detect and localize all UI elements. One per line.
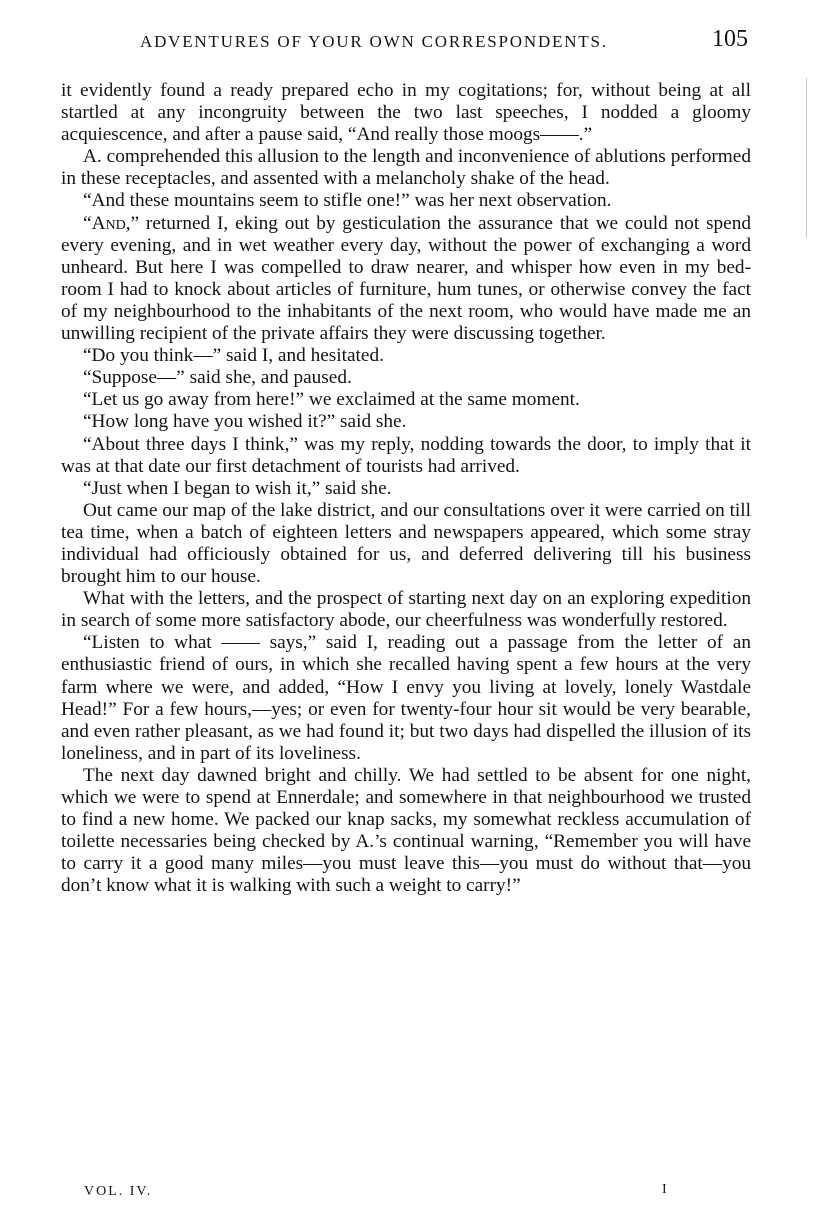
paragraph: “Let us go away from here!” we exclaimed at the same moment. (83, 389, 580, 411)
paragraph: “Listen to what —— says,” said I, reading out a passage from the letter of an enthusiastic friend of ours, in which she recalled having spent a few hours at the very farm where we were, and added, “How I envy you living at lovely, lonely Wastdale Head!” For a few hours,—yes; or even for twenty-four hour sit would be very bearable, and even rather pleasant, as we had found it; but two days had dispelled the illusion of its loneliness, and in part of its loveliness. (61, 632, 751, 764)
page-edge-line (806, 78, 807, 238)
page-number: 105 (712, 26, 748, 52)
body-text (61, 80, 751, 897)
paragraph: “About three days I think,” was my reply, nodding towards the door, to imply that it was at that date our first detachment of tourists had arrived. (61, 433, 751, 477)
paragraph: The next day dawned bright and chilly. We had settled to be absent for one night, which we were to spend at Ennerdale; and somewhere in that neighbourhood we trusted to find a new home. We packed our knap sacks, my somewhat reckless accumulation of toilette necessaries being checked by A.’s continual warning, “Remember you will have to carry it a good many miles—you must leave this—you must do without that—you don’t know what it is walking with such a weight to carry!” (61, 764, 751, 897)
paragraph-rest: ,” returned I, eking out by gesticulation the assurance that we could not spend every evening, and in wet weather every day, without the power of exchanging a word unheard. But here I was compelled to draw nearer, and whisper how even in my bed-room I had to knock about articles of furniture, hum tunes, or otherwise convey the fact of my neighbourhood to the inhabitants of the next room, who would have made me an unwilling recipient of the private affairs they were discussing together. (61, 212, 751, 345)
paragraph (61, 213, 751, 346)
paragraph: “Suppose—” said she, and paused. (83, 367, 352, 389)
paragraph: it evidently found a ready prepared echo in my cogitations; for, without being at all startled at any incongruity between the two last speeches, I nodded a gloomy acquiescence, and after a pause said, “And really those moogs——.” (61, 80, 751, 146)
opening-quote: “ (83, 212, 92, 234)
volume-marker: VOL. IV. (84, 1184, 153, 1199)
paragraph: “Just when I began to wish it,” said she. (83, 477, 392, 499)
paragraph: “And these mountains seem to stifle one!” was her next observation. (83, 190, 612, 212)
small-caps-word: And (91, 212, 126, 234)
paragraph: “How long have you wished it?” said she. (83, 411, 407, 433)
paragraph: “Do you think—” said I, and hesitated. (83, 345, 384, 367)
signature-mark: I (662, 1182, 667, 1197)
running-title: ADVENTURES OF YOUR OWN CORRESPONDENTS. (140, 32, 608, 51)
paragraph: A. comprehended this allusion to the length and inconvenience of ablutions performed in these receptacles, and assented with a melancholy shake of the head. (61, 146, 751, 190)
paragraph: Out came our map of the lake district, and our consultations over it were carried on till tea time, when a batch of eighteen letters and newspapers appeared, which some stray individual had officiously obtained for us, and deferred delivering till his business brought him to our house. (61, 499, 751, 588)
paragraph: What with the letters, and the prospect of starting next day on an exploring expedition in search of some more satisfactory abode, our cheerfulness was wonderfully restored. (61, 588, 751, 632)
